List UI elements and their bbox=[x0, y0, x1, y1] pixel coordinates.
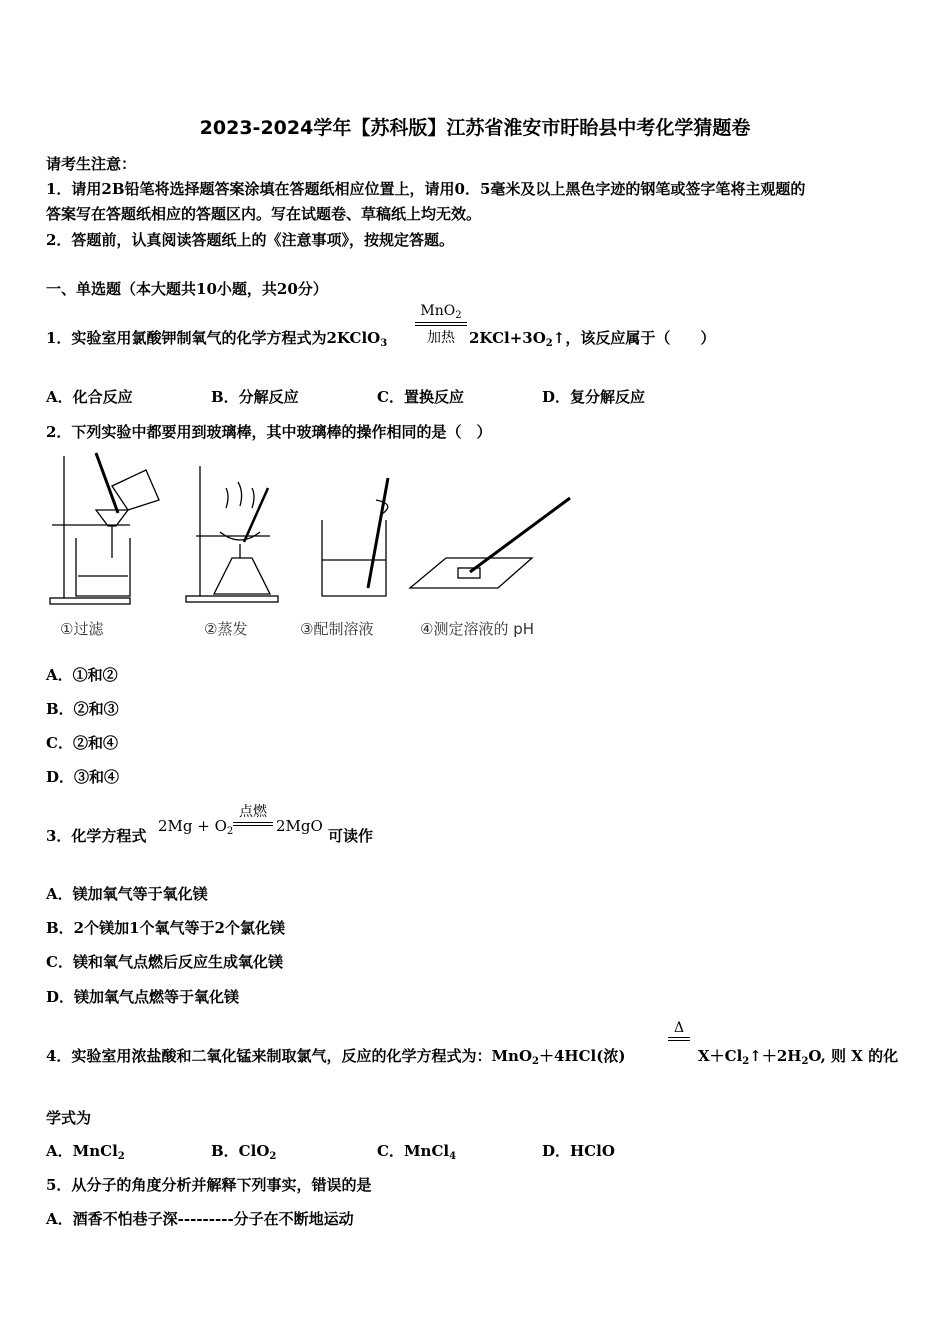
q3-option-d: D．镁加氧气点燃等于氧化镁 bbox=[46, 988, 240, 1006]
page-title: 2023-2024学年【苏科版】江苏省淮安市盱眙县中考化学猜题卷 bbox=[199, 117, 751, 139]
q3-condition: 点燃 bbox=[233, 801, 273, 827]
q5-stem: 5．从分子的角度分析并解释下列事实，错误的是 bbox=[46, 1176, 372, 1194]
filtration-apparatus bbox=[50, 453, 159, 604]
ph-apparatus bbox=[410, 498, 570, 588]
figure-label-4: ④测定溶液的 pH bbox=[420, 620, 535, 638]
notice-line-1: 1．请用2B铅笔将选择题答案涂填在答题纸相应位置上，请用0．5毫米及以上黑色字迹的钢笔或签字笔将主观题的 bbox=[46, 180, 806, 198]
figure-label-2: ②蒸发 bbox=[204, 620, 248, 638]
q1-option-b: B．分解反应 bbox=[211, 388, 299, 406]
solution-apparatus bbox=[322, 478, 388, 596]
q2-option-c: C．②和④ bbox=[46, 734, 118, 752]
q2-figure bbox=[46, 448, 586, 618]
q4-option-c: C．MnCl$_4$ bbox=[377, 1142, 457, 1162]
q2-stem: 2．下列实验中都要用到玻璃棒，其中玻璃棒的操作相同的是（ ） bbox=[46, 423, 492, 441]
q1-option-a: A．化合反应 bbox=[46, 388, 133, 406]
q2-option-b: B．②和③ bbox=[46, 700, 119, 718]
notice-line-1b: 答案写在答题纸相应的答题区内。写在试题卷、草稿纸上均无效。 bbox=[46, 205, 482, 223]
notice-line-2: 2．答题前，认真阅读答题纸上的《注意事项》，按规定答题。 bbox=[46, 231, 454, 249]
q5-option-a: A．酒香不怕巷子深---------分子在不断地运动 bbox=[46, 1210, 354, 1228]
figure-label-1: ①过滤 bbox=[60, 620, 104, 638]
q4-condition: Δ bbox=[668, 1020, 690, 1042]
q2-option-a: A．①和② bbox=[46, 666, 118, 684]
q1-option-c: C．置换反应 bbox=[377, 388, 464, 406]
q4-stem-rest: $X+Cl_2↑+2H_2O$, 则 X 的化 bbox=[698, 1047, 899, 1067]
evaporation-apparatus bbox=[186, 466, 278, 602]
q1-condition: MnO$_2$ 加热 bbox=[415, 303, 467, 347]
q4-stem-cont: 学式为 bbox=[46, 1109, 92, 1127]
figure-label-3: ③配制溶液 bbox=[300, 620, 374, 638]
q4-stem: 4．实验室用浓盐酸和二氧化锰来制取氯气，反应的化学方程式为：MnO$_2$＋4HCl(浓) bbox=[46, 1047, 626, 1067]
q3-option-b: B．2个镁加1个氧气等于2个氯化镁 bbox=[46, 919, 285, 937]
q3-lhs: $2Mg + O_2$ bbox=[158, 817, 234, 837]
q1-stem: 1．实验室用氯酸钾制氧气的化学方程式为2KClO$_3$ bbox=[46, 329, 388, 349]
q3-stem: 3．化学方程式 bbox=[46, 827, 147, 845]
q2-option-d: D．③和④ bbox=[46, 768, 120, 786]
q3-suffix: 可读作 bbox=[328, 827, 374, 845]
q4-option-a: A．MnCl$_2$ bbox=[46, 1142, 125, 1162]
q3-option-a: A．镁加氧气等于氧化镁 bbox=[46, 885, 208, 903]
section-heading: 一、单选题（本大题共10小题，共20分） bbox=[46, 280, 328, 298]
q4-option-d: D．HClO bbox=[542, 1142, 615, 1160]
q3-rhs: 2MgO bbox=[276, 817, 323, 835]
q4-option-b: B．ClO$_2$ bbox=[211, 1142, 277, 1162]
q3-option-c: C．镁和氧气点燃后反应生成氧化镁 bbox=[46, 953, 283, 971]
q1-option-d: D．复分解反应 bbox=[542, 388, 646, 406]
notice-heading: 请考生注意： bbox=[46, 155, 137, 173]
q1-stem-rest: $2KCl+3O_2↑$，该反应属于（ ） bbox=[469, 329, 716, 349]
